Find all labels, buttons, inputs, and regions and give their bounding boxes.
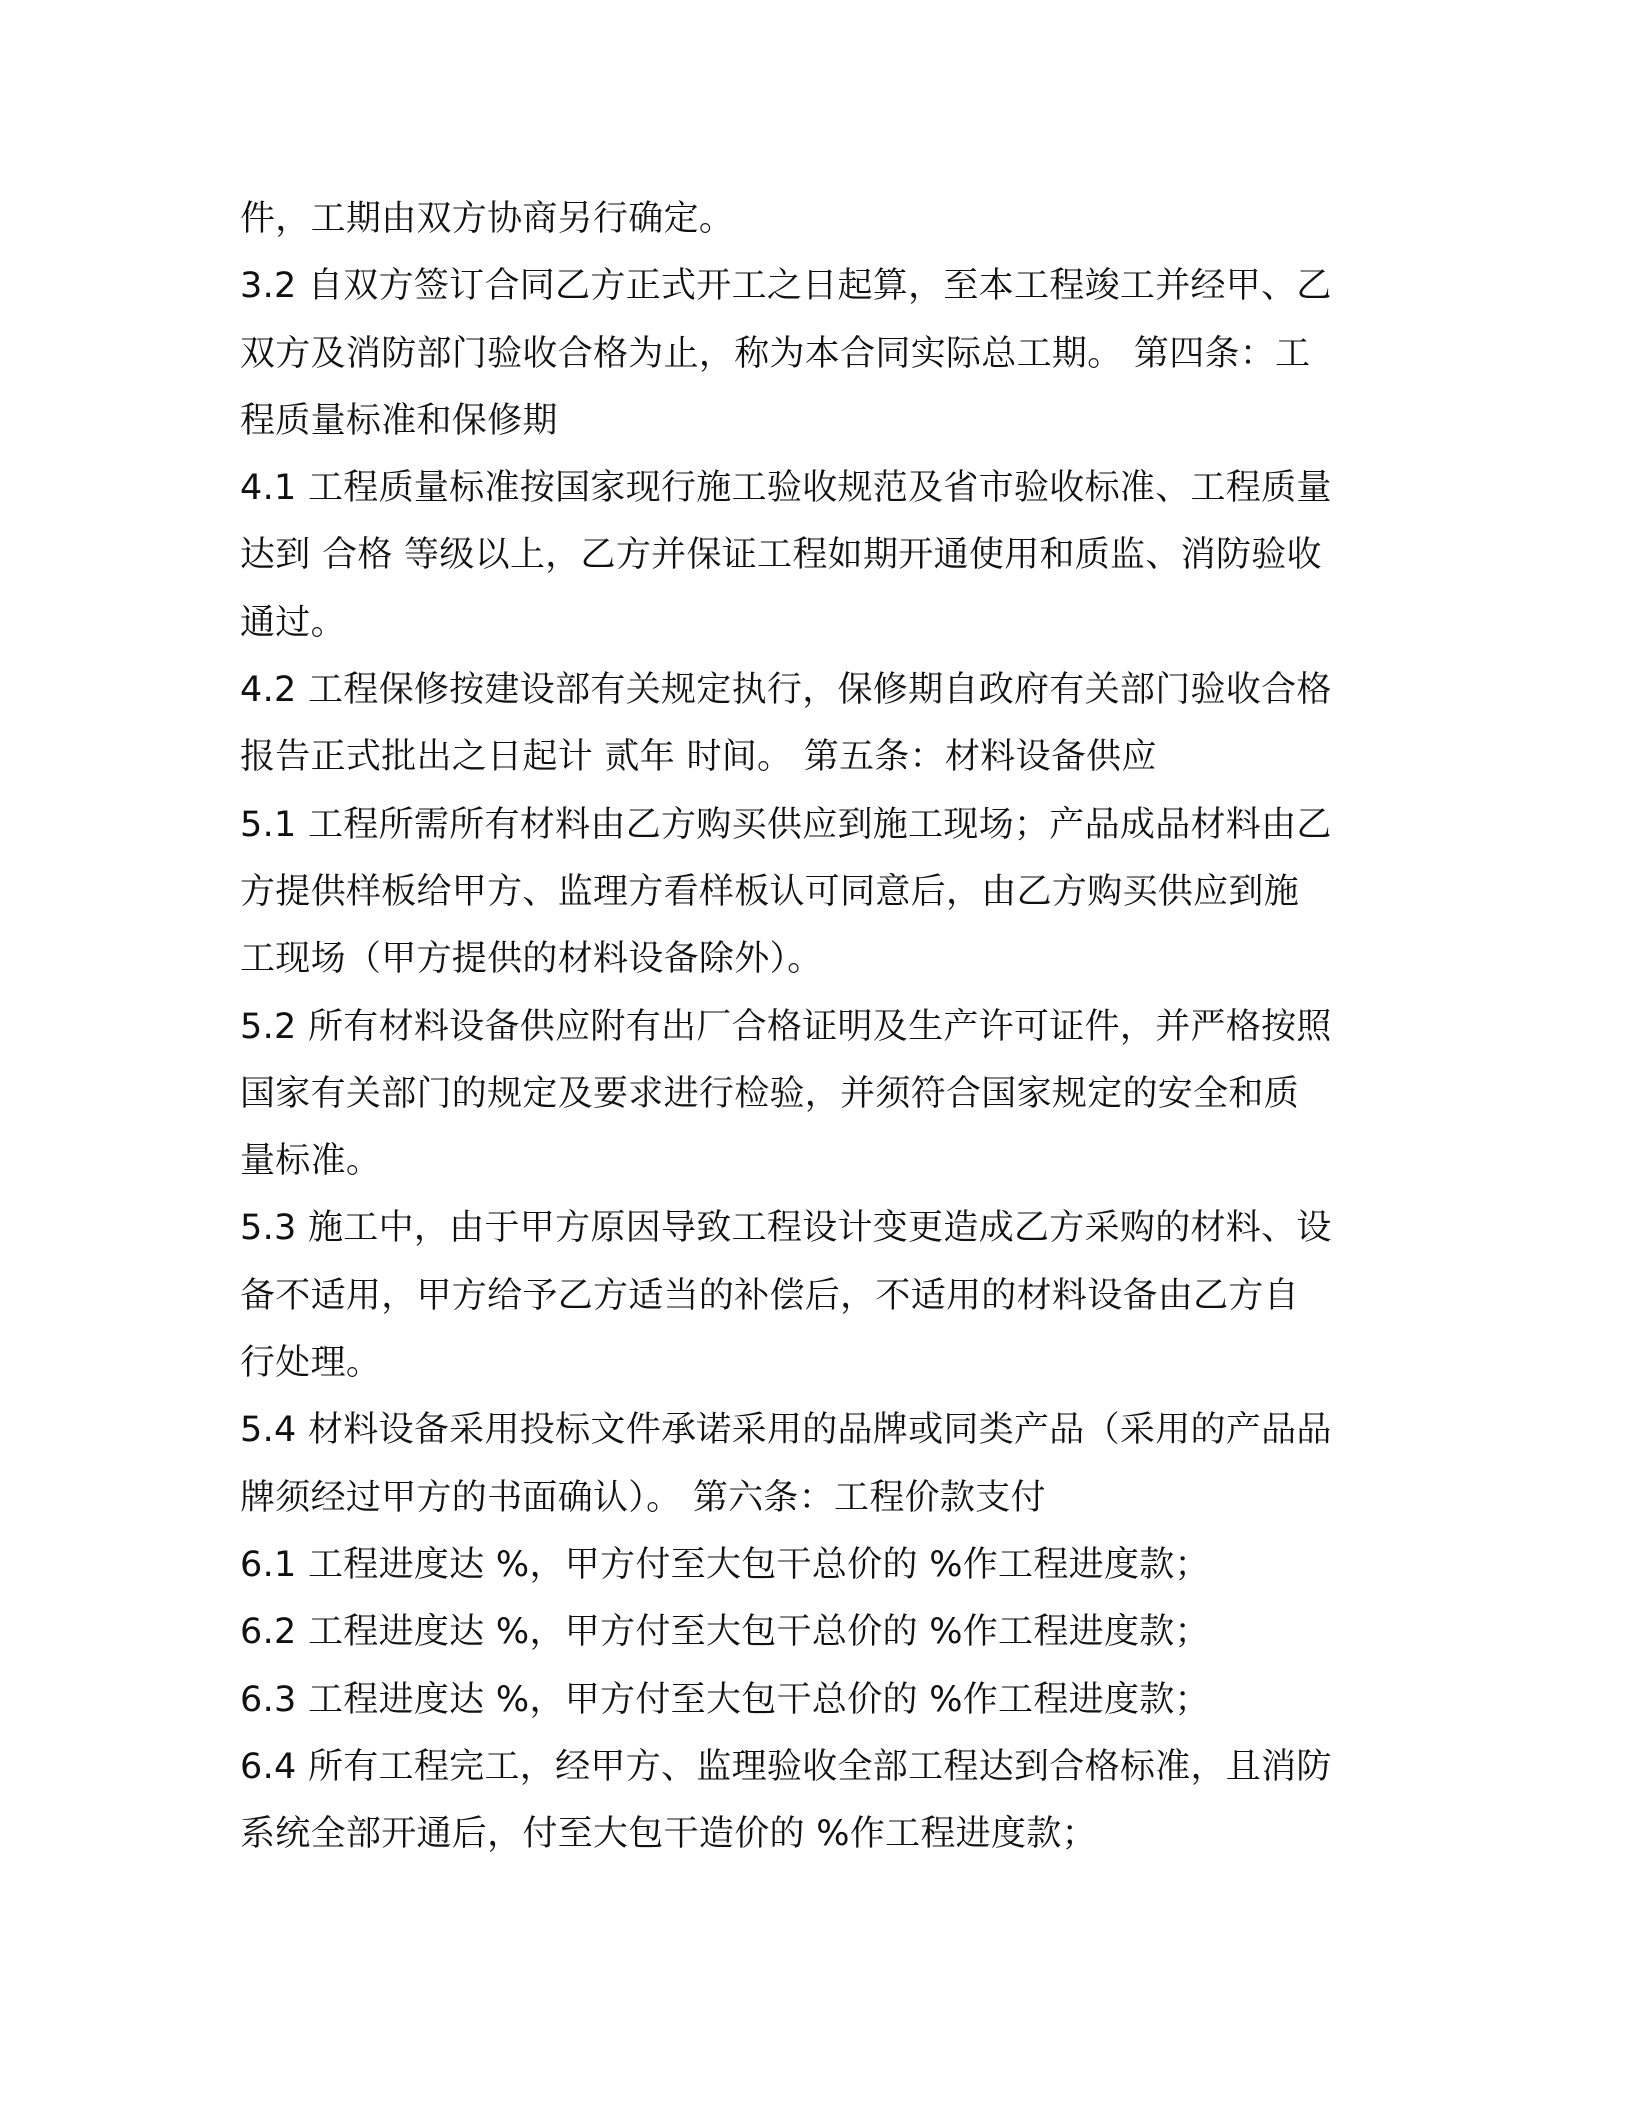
text-line: 6.1 工程进度达 %，甲方付至大包干总价的 %作工程进度款； xyxy=(240,1544,1210,1585)
text-line: 5.1 工程所需所有材料由乙方购买供应到施工现场；产品成品材料由乙 xyxy=(240,804,1332,845)
text-line: 工现场（甲方提供的材料设备除外）。 xyxy=(240,939,823,980)
text-line: 3.2 自双方签订合同乙方正式开工之日起算，至本工程竣工并经甲、乙 xyxy=(240,266,1332,307)
text-line: 国家有关部门的规定及要求进行检验，并须符合国家规定的安全和质 xyxy=(240,1073,1300,1114)
text-line: 报告正式批出之日起计 贰年 时间。 第五条：材料设备供应 xyxy=(240,737,1157,778)
text-line: 方提供样板给甲方、监理方看样板认可同意后，由乙方购买供应到施 xyxy=(240,871,1300,912)
text-line: 牌须经过甲方的书面确认）。 第六条：工程价款支付 xyxy=(240,1477,1046,1518)
text-line: 程质量标准和保修期 xyxy=(240,400,558,441)
text-line: 达到 合格 等级以上，乙方并保证工程如期开通使用和质监、消防验收 xyxy=(240,535,1322,576)
text-line: 4.2 工程保修按建设部有关规定执行，保修期自政府有关部门验收合格 xyxy=(240,670,1332,711)
text-line: 备不适用，甲方给予乙方适当的补偿后，不适用的材料设备由乙方自 xyxy=(240,1275,1300,1316)
text-line: 件，工期由双方协商另行确定。 xyxy=(240,199,735,239)
text-line: 5.2 所有材料设备供应附有出厂合格证明及生产许可证件，并严格按照 xyxy=(240,1006,1332,1047)
text-line: 通过。 xyxy=(240,602,346,643)
text-line: 系统全部开通后，付至大包干造价的 %作工程进度款； xyxy=(240,1814,1097,1855)
text-line: 6.2 工程进度达 %，甲方付至大包干总价的 %作工程进度款； xyxy=(240,1612,1210,1653)
text-line: 6.4 所有工程完工，经甲方、监理验收全部工程达到合格标准，且消防 xyxy=(240,1746,1332,1787)
contract-body-text xyxy=(240,186,1420,1868)
text-line: 行处理。 xyxy=(240,1343,382,1384)
text-line: 6.3 工程进度达 %，甲方付至大包干总价的 %作工程进度款； xyxy=(240,1679,1210,1720)
text-line: 5.4 材料设备采用投标文件承诺采用的品牌或同类产品（采用的产品品 xyxy=(240,1410,1332,1451)
text-line: 双方及消防部门验收合格为止，称为本合同实际总工期。 第四条：工 xyxy=(240,333,1311,374)
text-line: 量标准。 xyxy=(240,1141,382,1182)
text-line: 5.3 施工中，由于甲方原因导致工程设计变更造成乙方采购的材料、设 xyxy=(240,1208,1332,1249)
text-line: 4.1 工程质量标准按国家现行施工验收规范及省市验收标准、工程质量 xyxy=(240,468,1332,509)
